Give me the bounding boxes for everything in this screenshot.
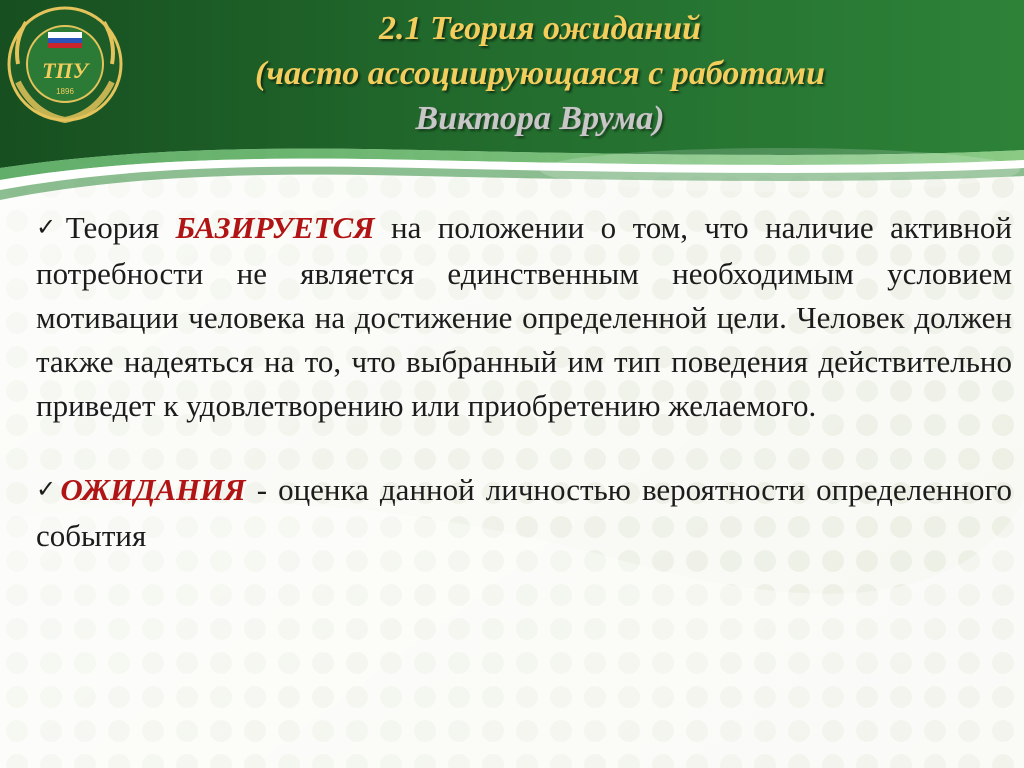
title-line-2: (часто ассоциирующаяся с работами	[255, 55, 825, 92]
slide-title	[150, 6, 930, 141]
bullet-theory	[36, 206, 1012, 428]
slide-body	[36, 206, 1012, 558]
logo-year: 1896	[56, 87, 74, 96]
university-emblem-icon	[4, 2, 126, 128]
bullet-text-pre: Теория	[65, 210, 176, 245]
bullet-emphasis: БАЗИРУЕТСЯ	[175, 210, 375, 245]
title-line-1: 2.1 Теория ожиданий	[378, 10, 702, 47]
bullet-expectations	[36, 468, 1012, 558]
title-line-3: Виктора Врума)	[415, 100, 665, 137]
logo-monogram: ТПУ	[42, 58, 88, 83]
checkmark-icon: ✓	[36, 475, 60, 503]
bullet-text-post: на положении о том, что наличие активной потребности не является единственным необходимым условием мотивации человека на достижение определенной цели. Человек должен также надеяться на то, что выбранный им тип поведения действительно приведет к удовлетворению или приобретению желаемого.	[36, 210, 1012, 423]
bullet-text-post: - оценка данной личностью вероятности определенного события	[36, 472, 1013, 553]
checkmark-icon: ✓	[36, 213, 65, 241]
bullet-emphasis: ОЖИДАНИЯ	[60, 472, 246, 507]
